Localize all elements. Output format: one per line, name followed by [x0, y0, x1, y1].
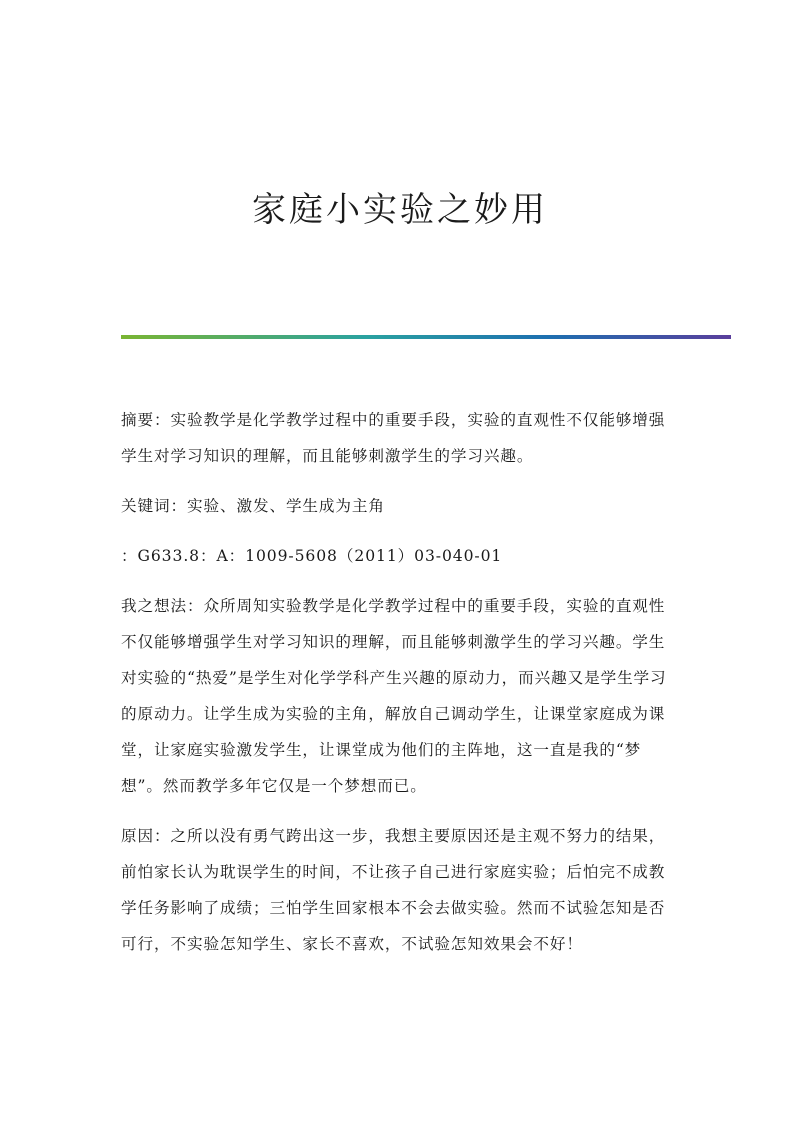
- my-thoughts-paragraph: 我之想法：众所周知实验教学是化学教学过程中的重要手段，实验的直观性不仅能够增强学生对学习知识的理解，而且能够刺激学生的学习兴趣。学生对实验的“热爱”是学生对化学学科产生兴趣的原动力，而兴趣又是学生学习的原动力。让学生成为实验的主角，解放自己调动学生，让课堂家庭成为课堂，让家庭实验激发学生，让课堂成为他们的主阵地，这一直是我的“梦想”。然而教学多年它仅是一个梦想而已。: [121, 597, 667, 795]
- keywords-paragraph: 关键词：实验、激发、学生成为主角: [121, 497, 385, 515]
- abstract-paragraph: 摘要：实验教学是化学教学过程中的重要手段，实验的直观性不仅能够增强学生对学习知识的理解，而且能够刺激学生的学习兴趣。: [121, 411, 666, 465]
- title-divider: [121, 335, 731, 339]
- classification-paragraph: ：G633.8：A：1009-5608（2011）03-040-01: [121, 547, 503, 565]
- document-title: 家庭小实验之妙用: [252, 190, 548, 230]
- reasons-paragraph: 原因：之所以没有勇气跨出这一步，我想主要原因还是主观不努力的结果，前怕家长认为耽误学生的时间，不让孩子自己进行家庭实验；后怕完不成教学任务影响了成绩；三怕学生回家根本不会去做实验。然而不试验怎知是否可行，不实验怎知学生、家长不喜欢，不试验怎知效果会不好！: [121, 827, 666, 953]
- document-body: [121, 402, 681, 976]
